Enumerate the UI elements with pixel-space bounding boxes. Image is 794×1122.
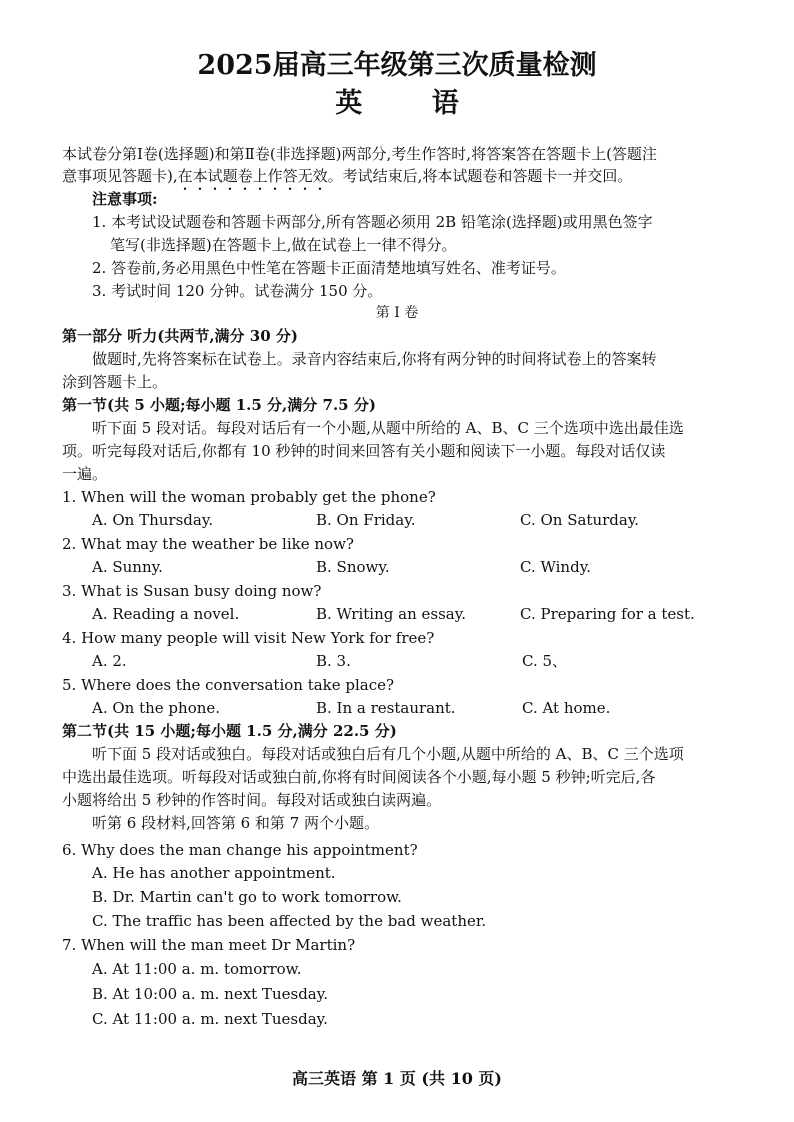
question-2-option-c: C. Windy. bbox=[520, 558, 591, 576]
question-2-option-b: B. Snowy. bbox=[316, 558, 390, 576]
volume-label: 第 Ⅰ 卷 bbox=[375, 305, 419, 321]
question-6-option-a: A. He has another appointment. bbox=[92, 864, 336, 882]
part1-desc-2: 涂到答题卡上。 bbox=[62, 373, 168, 391]
question-6-option-b: B. Dr. Martin can't go to work tomorrow. bbox=[92, 888, 402, 906]
question-4-option-a: A. 2. bbox=[92, 652, 127, 670]
question-4-option-b: B. 3. bbox=[316, 652, 351, 670]
question-1-stem: 1. When will the woman probably get the phone? bbox=[62, 488, 436, 506]
note-3: 3. 考试时间 120 分钟。试卷满分 150 分。 bbox=[92, 282, 383, 300]
question-3-option-b: B. Writing an essay. bbox=[316, 605, 466, 623]
question-2-option-a: A. Sunny. bbox=[92, 558, 163, 576]
intro-line-1: 本试卷分第Ⅰ卷(选择题)和第Ⅱ卷(非选择题)两部分,考生作答时,将答案答在答题卡上(答题注 bbox=[62, 145, 657, 163]
question-3-stem: 3. What is Susan busy doing now? bbox=[62, 582, 322, 600]
question-1-option-a: A. On Thursday. bbox=[92, 511, 214, 529]
question-6-stem: 6. Why does the man change his appointment? bbox=[62, 841, 418, 859]
question-2-stem: 2. What may the weather be like now? bbox=[62, 535, 354, 553]
section2-desc-2: 中选出最佳选项。听每段对话或独白前,你将有时间阅读各个小题,每小题 5 秒钟;听完后,各 bbox=[62, 768, 656, 786]
question-5-stem: 5. Where does the conversation take place? bbox=[62, 676, 395, 694]
part1-heading: 第一部分 听力(共两节,满分 30 分) bbox=[62, 327, 298, 345]
section2-desc-4: 听第 6 段材料,回答第 6 和第 7 两个小题。 bbox=[92, 814, 380, 832]
section1-desc-1: 听下面 5 段对话。每段对话后有一个小题,从题中所给的 A、B、C 三个选项中选出最佳选 bbox=[92, 419, 684, 437]
question-4-stem: 4. How many people will visit New York for free? bbox=[62, 629, 435, 647]
page-footer: 高三英语 第 1 页 (共 10 页) bbox=[292, 1069, 502, 1088]
question-7-option-c: C. At 11:00 a. m. next Tuesday. bbox=[92, 1010, 328, 1028]
exam-subject: 英 语 bbox=[335, 88, 489, 119]
question-5-option-a: A. On the phone. bbox=[92, 699, 221, 717]
section1-heading: 第一节(共 5 小题;每小题 1.5 分,满分 7.5 分) bbox=[62, 396, 376, 414]
section2-heading: 第二节(共 15 小题;每小题 1.5 分,满分 22.5 分) bbox=[62, 722, 397, 740]
question-5-option-c: C. At home. bbox=[522, 699, 611, 717]
question-1-option-b: B. On Friday. bbox=[316, 511, 416, 529]
question-7-option-b: B. At 10:00 a. m. next Tuesday. bbox=[92, 985, 328, 1003]
part1-desc-1: 做题时,先将答案标在试卷上。录音内容结束后,你将有两分钟的时间将试卷上的答案转 bbox=[92, 350, 657, 368]
intro-line-2a: 意事项见答题卡), bbox=[62, 167, 178, 185]
question-3-option-c: C. Preparing for a test. bbox=[520, 605, 695, 623]
exam-title: 2025届高三年级第三次质量检测 bbox=[197, 50, 597, 81]
intro-emphasis: 在本试题卷上作答无效 bbox=[177, 167, 328, 185]
note-2: 2. 答卷前,务必用黑色中性笔在答题卡正面清楚地填写姓名、准考证号。 bbox=[92, 259, 566, 277]
question-4-option-c: C. 5、 bbox=[522, 652, 568, 670]
note-1b: 笔写(非选择题)在答题卡上,做在试卷上一律不得分。 bbox=[110, 236, 457, 254]
question-7-stem: 7. When will the man meet Dr Martin? bbox=[62, 936, 356, 954]
notes-heading: 注意事项: bbox=[92, 190, 158, 208]
question-3-option-a: A. Reading a novel. bbox=[92, 605, 240, 623]
question-1-option-c: C. On Saturday. bbox=[520, 511, 640, 529]
section2-desc-3: 小题将给出 5 秒钟的作答时间。每段对话或独白读两遍。 bbox=[62, 791, 442, 809]
note-1a: 1. 本考试设试题卷和答题卡两部分,所有答题必须用 2B 铅笔涂(选择题)或用黑色签字 bbox=[92, 213, 653, 231]
question-6-option-c: C. The traffic has been affected by the bad weather. bbox=[92, 912, 487, 930]
question-7-option-a: A. At 11:00 a. m. tomorrow. bbox=[92, 960, 302, 978]
section1-desc-3: 一遍。 bbox=[62, 465, 108, 483]
section1-desc-2: 项。听完每段对话后,你都有 10 秒钟的时间来回答有关小题和阅读下一小题。每段对话仅读 bbox=[62, 442, 666, 460]
intro-line-2c: 。考试结束后,将本试题卷和答题卡一并交回。 bbox=[327, 167, 633, 185]
question-5-option-b: B. In a restaurant. bbox=[316, 699, 456, 717]
section2-desc-1: 听下面 5 段对话或独白。每段对话或独白后有几个小题,从题中所给的 A、B、C 三个选项 bbox=[92, 745, 684, 763]
